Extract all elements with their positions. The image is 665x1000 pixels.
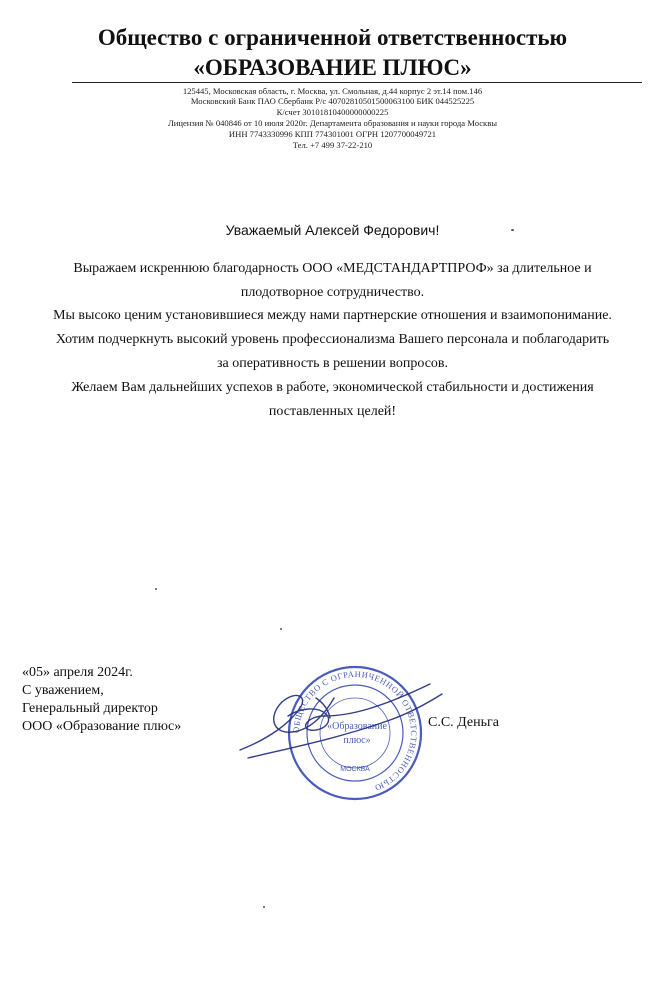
seal-outer-text: ОБЩЕСТВО С ОГРАНИЧЕННОЙ ОТВЕТСТВЕННОСТЬЮ — [290, 668, 420, 794]
body-line: Выражаем искреннюю благодарность ООО «МЕДСТАНДАРТПРОФ» за длительное и — [73, 261, 592, 276]
body-line: Желаем Вам дальнейших успехов в работе, экономической стабильности и достижения — [71, 380, 594, 395]
requisite-phone: Тел. +7 499 37-22-210 — [292, 140, 373, 150]
scan-speck — [280, 628, 282, 630]
requisite-license: Лицензия № 040846 от 10 июля 2020г. Департамента образования и науки города Москвы — [167, 118, 498, 128]
seal-city: МОСКВА — [340, 766, 370, 773]
salutation: Уважаемый Алексей Федорович! — [225, 222, 440, 238]
closing-regards: С уважением, — [22, 683, 104, 698]
requisite-address: 125445, Московская область, г. Москва, ул. Смольная, д.44 корпус 2 эт.14 пом.146 — [182, 86, 483, 96]
scan-speck — [263, 906, 265, 908]
scan-speck — [155, 588, 157, 590]
body-line: Хотим подчеркнуть высокий уровень профессионализма Вашего персонала и поблагодарить — [55, 332, 610, 347]
body-line: поставленных целей! — [268, 404, 397, 419]
body-line: за оперативность в решении вопросов. — [216, 356, 449, 371]
body-line: Мы высоко ценим установившиеся между нами партнерские отношения и взаимопонимание. — [53, 308, 612, 323]
company-name-line1: Общество с ограниченной ответственностью — [97, 25, 568, 50]
seal-inner-name: «Образование — [327, 721, 387, 732]
body-line: плодотворное сотрудничество. — [240, 285, 425, 300]
header-divider — [72, 82, 642, 83]
closing-organization: ООО «Образование плюс» — [22, 719, 182, 734]
signer-name: С.С. Деньга — [428, 715, 499, 730]
requisite-corr-account: К/счет 30101810400000000225 — [276, 107, 389, 117]
closing-date: «05» апреля 2024г. — [22, 665, 133, 680]
requisite-inn: ИНН 7743330996 КПП 774301001 ОГРН 1207700049721 — [228, 129, 437, 139]
seal-inner-name2: плюс» — [343, 735, 371, 746]
scan-speck — [511, 229, 514, 231]
director-signature — [230, 668, 460, 768]
company-name-line2: «ОБРАЗОВАНИЕ ПЛЮС» — [193, 55, 472, 80]
requisite-bank: Московский Банк ПАО Сбербанк Р/с 40702810501500063100 БИК 044525225 — [190, 96, 475, 106]
closing-position: Генеральный директор — [22, 701, 158, 716]
